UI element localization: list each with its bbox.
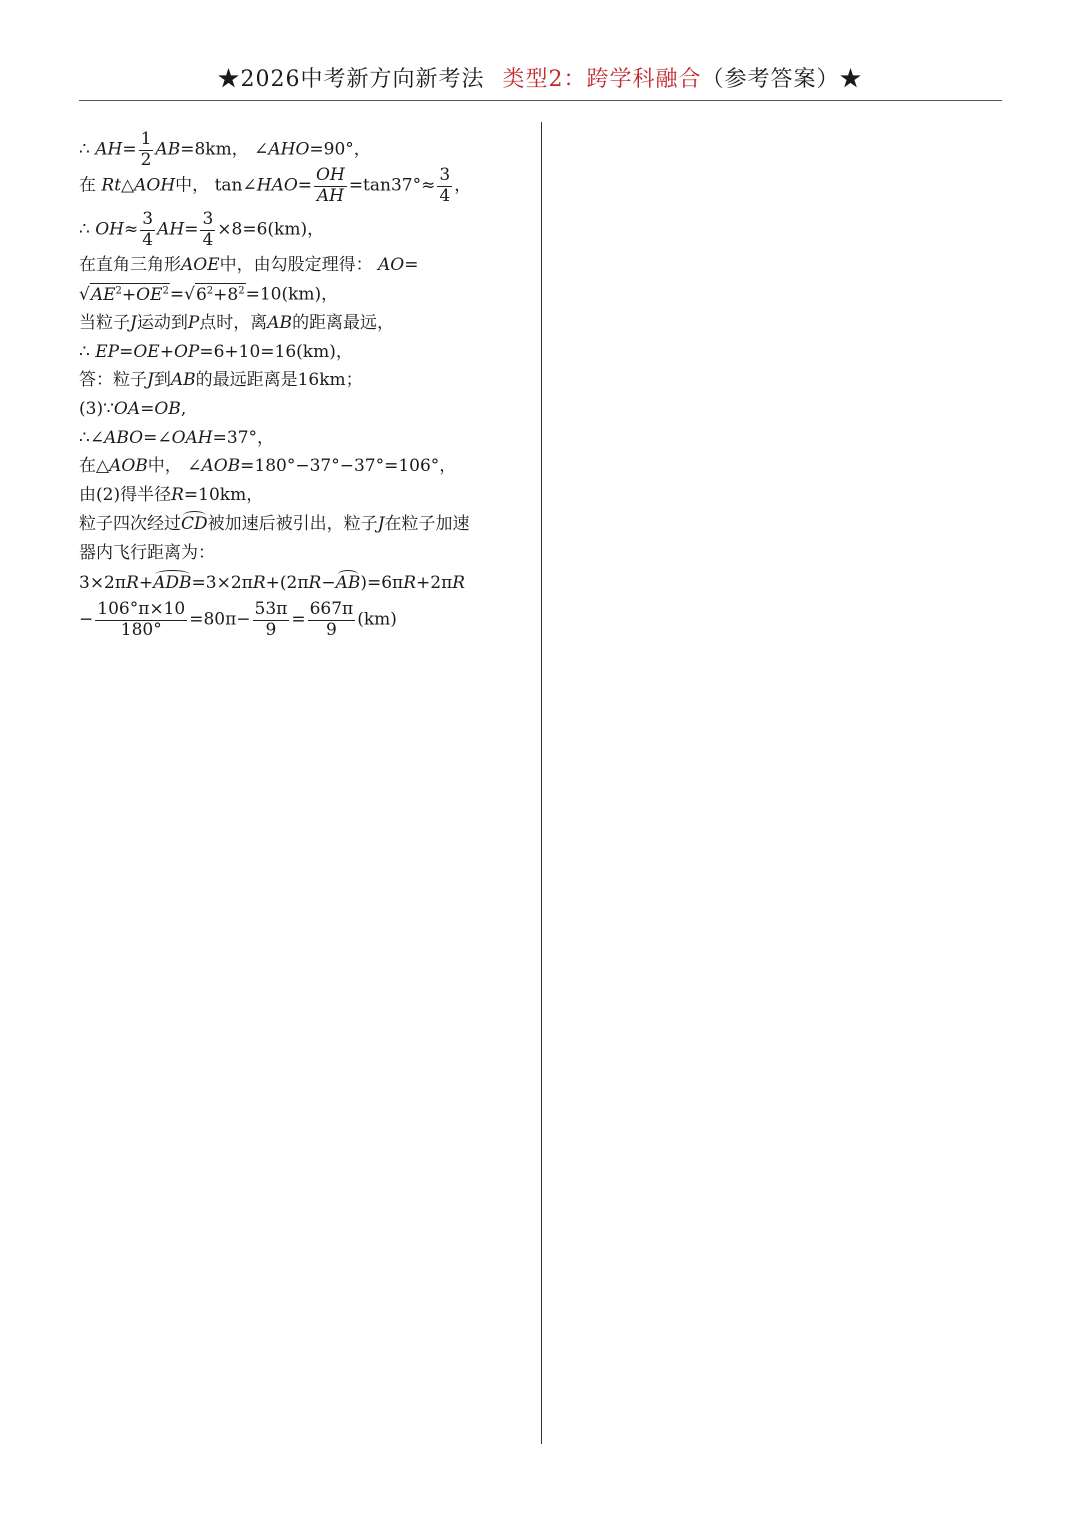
math-var: OH xyxy=(95,219,124,240)
math-text: (km) xyxy=(357,609,397,630)
solution-line-5 xyxy=(79,286,338,304)
math-text: 的最远距离是16km； xyxy=(195,370,363,390)
fraction xyxy=(140,210,155,250)
header-rule xyxy=(79,100,1002,101)
exponent: 2 xyxy=(206,285,214,296)
radicand xyxy=(90,283,170,305)
numerator: 1 xyxy=(140,129,152,149)
math-var: HAO xyxy=(256,175,298,196)
numerator: OH xyxy=(316,165,345,185)
exponent: 2 xyxy=(115,285,122,296)
denominator: 2 xyxy=(140,149,152,170)
fraction xyxy=(139,130,154,170)
math-text: ， xyxy=(454,175,472,196)
math-text: 6 xyxy=(195,284,207,305)
math-text: =∠ xyxy=(143,428,172,448)
math-text: 答：粒子 xyxy=(79,370,147,390)
math-text: 在△ xyxy=(79,456,110,476)
math-op: = xyxy=(404,255,419,275)
math-text: 中， ∠ xyxy=(147,456,202,476)
math-var: AE xyxy=(90,284,116,305)
math-text: (3)∵ xyxy=(79,399,114,419)
fraction xyxy=(253,600,290,640)
fraction xyxy=(308,600,356,640)
numerator: 3 xyxy=(202,209,214,229)
header-answer-label: （参考答案） xyxy=(701,67,840,92)
math-var: P xyxy=(187,313,200,333)
math-var: AH xyxy=(95,139,123,160)
math-var: J xyxy=(377,514,385,534)
denominator: 9 xyxy=(265,619,277,640)
math-text: =90°， xyxy=(309,139,371,160)
math-text: 在 xyxy=(79,175,96,196)
solution-line-8 xyxy=(79,372,363,389)
math-var: OAH xyxy=(171,428,213,448)
math-text: 器内飞行距离为： xyxy=(79,543,215,563)
math-text: 到 xyxy=(153,370,171,390)
math-var: R xyxy=(171,485,184,505)
math-text: =80π− xyxy=(189,609,251,630)
solution-line-12 xyxy=(79,487,263,504)
numerator: 3 xyxy=(142,209,154,229)
page-header xyxy=(0,62,1080,93)
math-var: AHO xyxy=(268,139,310,160)
math-var: Rt xyxy=(101,175,122,196)
math-text: =8km， xyxy=(180,139,249,160)
header-type: 类型2：跨学科融合 xyxy=(502,67,702,92)
math-text: 在粒子加速 xyxy=(384,514,470,534)
math-text: =10(km)， xyxy=(245,284,339,305)
sqrt-symbol: √ xyxy=(79,284,90,305)
therefore: ∴ xyxy=(79,139,90,160)
math-var: R xyxy=(126,573,139,593)
therefore: ∴ xyxy=(79,342,90,362)
math-text: 在直角三角形 xyxy=(79,255,181,275)
numerator: 53π xyxy=(254,599,288,619)
triangle-symbol: △ xyxy=(121,175,135,196)
math-text: 运动到 xyxy=(136,313,188,333)
math-var: J xyxy=(130,313,137,333)
math-op: = xyxy=(291,609,306,630)
math-var: OP xyxy=(173,342,200,362)
solution-line-13 xyxy=(79,516,469,533)
solution-line-3 xyxy=(79,210,324,250)
math-var: AO xyxy=(378,255,405,275)
math-op: − xyxy=(79,609,94,630)
math-var: AB xyxy=(267,313,293,333)
header-series: 2026中考新方向新考法 xyxy=(240,67,485,92)
math-text: 由(2)得半径 xyxy=(79,485,172,505)
solution-line-11 xyxy=(79,458,456,475)
math-text: =37°， xyxy=(212,428,275,448)
solution-line-15 xyxy=(79,575,465,592)
math-text: =3×2π xyxy=(191,573,253,593)
fraction xyxy=(95,600,187,640)
fraction xyxy=(437,166,452,206)
math-text: 点时，离 xyxy=(199,313,268,333)
math-var: J xyxy=(147,370,154,390)
math-var: AB xyxy=(155,139,181,160)
fraction xyxy=(314,166,347,206)
numerator: 106°π×10 xyxy=(97,599,186,619)
solution-line-14 xyxy=(79,545,215,562)
math-text: ×8=6(km)， xyxy=(217,219,325,240)
math-var: R xyxy=(452,573,466,593)
math-text: =6+10=16(km)， xyxy=(199,342,353,362)
math-text: 中，由勾股定理得： xyxy=(219,255,373,275)
star-icon: ★ xyxy=(839,67,863,92)
math-var: OE xyxy=(133,342,160,362)
math-op: − xyxy=(321,573,336,593)
fraction xyxy=(200,210,215,250)
math-op: + xyxy=(159,342,174,362)
math-var: R xyxy=(252,573,266,593)
math-text: =180°−37°−37°=106°， xyxy=(240,456,457,476)
math-text: 的距离最远， xyxy=(292,313,395,333)
math-op: = xyxy=(297,175,313,196)
math-var: AOE xyxy=(181,255,220,275)
math-var: AB xyxy=(170,370,196,390)
numerator: 667π xyxy=(309,599,354,619)
denominator: 4 xyxy=(142,229,154,250)
math-text: =10km， xyxy=(183,485,264,505)
math-var: AOH xyxy=(134,175,176,196)
math-text: ∴∠ xyxy=(79,428,105,448)
numerator: 3 xyxy=(439,165,451,185)
math-var: AOB xyxy=(109,456,148,476)
denominator: 180° xyxy=(120,619,162,640)
denominator: 4 xyxy=(202,229,214,250)
arc-cd: CD xyxy=(181,514,208,534)
solution-line-16 xyxy=(79,600,397,640)
math-text: +(2π xyxy=(265,573,309,593)
math-text: 被加速后被引出，粒子 xyxy=(207,514,378,534)
arc-ab: AB xyxy=(335,573,361,593)
solution-line-2 xyxy=(79,166,471,206)
math-op: ≈ xyxy=(124,219,139,240)
denominator: AH xyxy=(316,185,344,206)
math-text: 中， tan∠ xyxy=(175,175,257,196)
denominator: 9 xyxy=(326,619,337,640)
exponent: 2 xyxy=(238,285,245,296)
solution-line-9 xyxy=(79,401,186,418)
arc-adb: ADB xyxy=(153,573,192,593)
denominator: 4 xyxy=(439,185,451,206)
solution-line-6 xyxy=(79,315,394,332)
math-op: + xyxy=(138,573,154,593)
math-text: =√ xyxy=(169,284,195,305)
solution-line-7 xyxy=(79,344,353,361)
math-var: OB xyxy=(154,399,181,419)
math-var: OA xyxy=(113,399,141,419)
solution-line-10 xyxy=(79,430,274,447)
math-text: +8 xyxy=(213,284,239,305)
math-text: +2π xyxy=(416,573,453,593)
math-op: + xyxy=(121,284,137,305)
math-var: AH xyxy=(157,219,185,240)
math-text: 3×2π xyxy=(79,573,127,593)
column-divider xyxy=(541,122,542,1444)
solution-line-4 xyxy=(79,257,419,274)
math-op: = xyxy=(119,342,134,362)
math-var: EP xyxy=(95,342,120,362)
math-text: 粒子四次经过 xyxy=(79,514,181,534)
math-text: )=6π xyxy=(360,573,404,593)
math-var: R xyxy=(308,573,322,593)
math-text: 当粒子 xyxy=(79,313,130,333)
math-var: ABO xyxy=(104,428,144,448)
math-var: R xyxy=(403,573,417,593)
radicand xyxy=(195,283,246,305)
math-text: =tan37°≈ xyxy=(348,175,436,196)
star-icon: ★ xyxy=(217,67,241,92)
angle-symbol: ∠ xyxy=(254,139,269,160)
therefore: ∴ xyxy=(79,219,90,240)
exponent: 2 xyxy=(162,285,169,296)
math-text: , xyxy=(180,399,187,419)
math-var: AOB xyxy=(201,456,241,476)
math-var: OE xyxy=(136,284,163,305)
math-op: = xyxy=(122,139,137,160)
math-op: = xyxy=(184,219,199,240)
math-op: = xyxy=(140,399,155,419)
